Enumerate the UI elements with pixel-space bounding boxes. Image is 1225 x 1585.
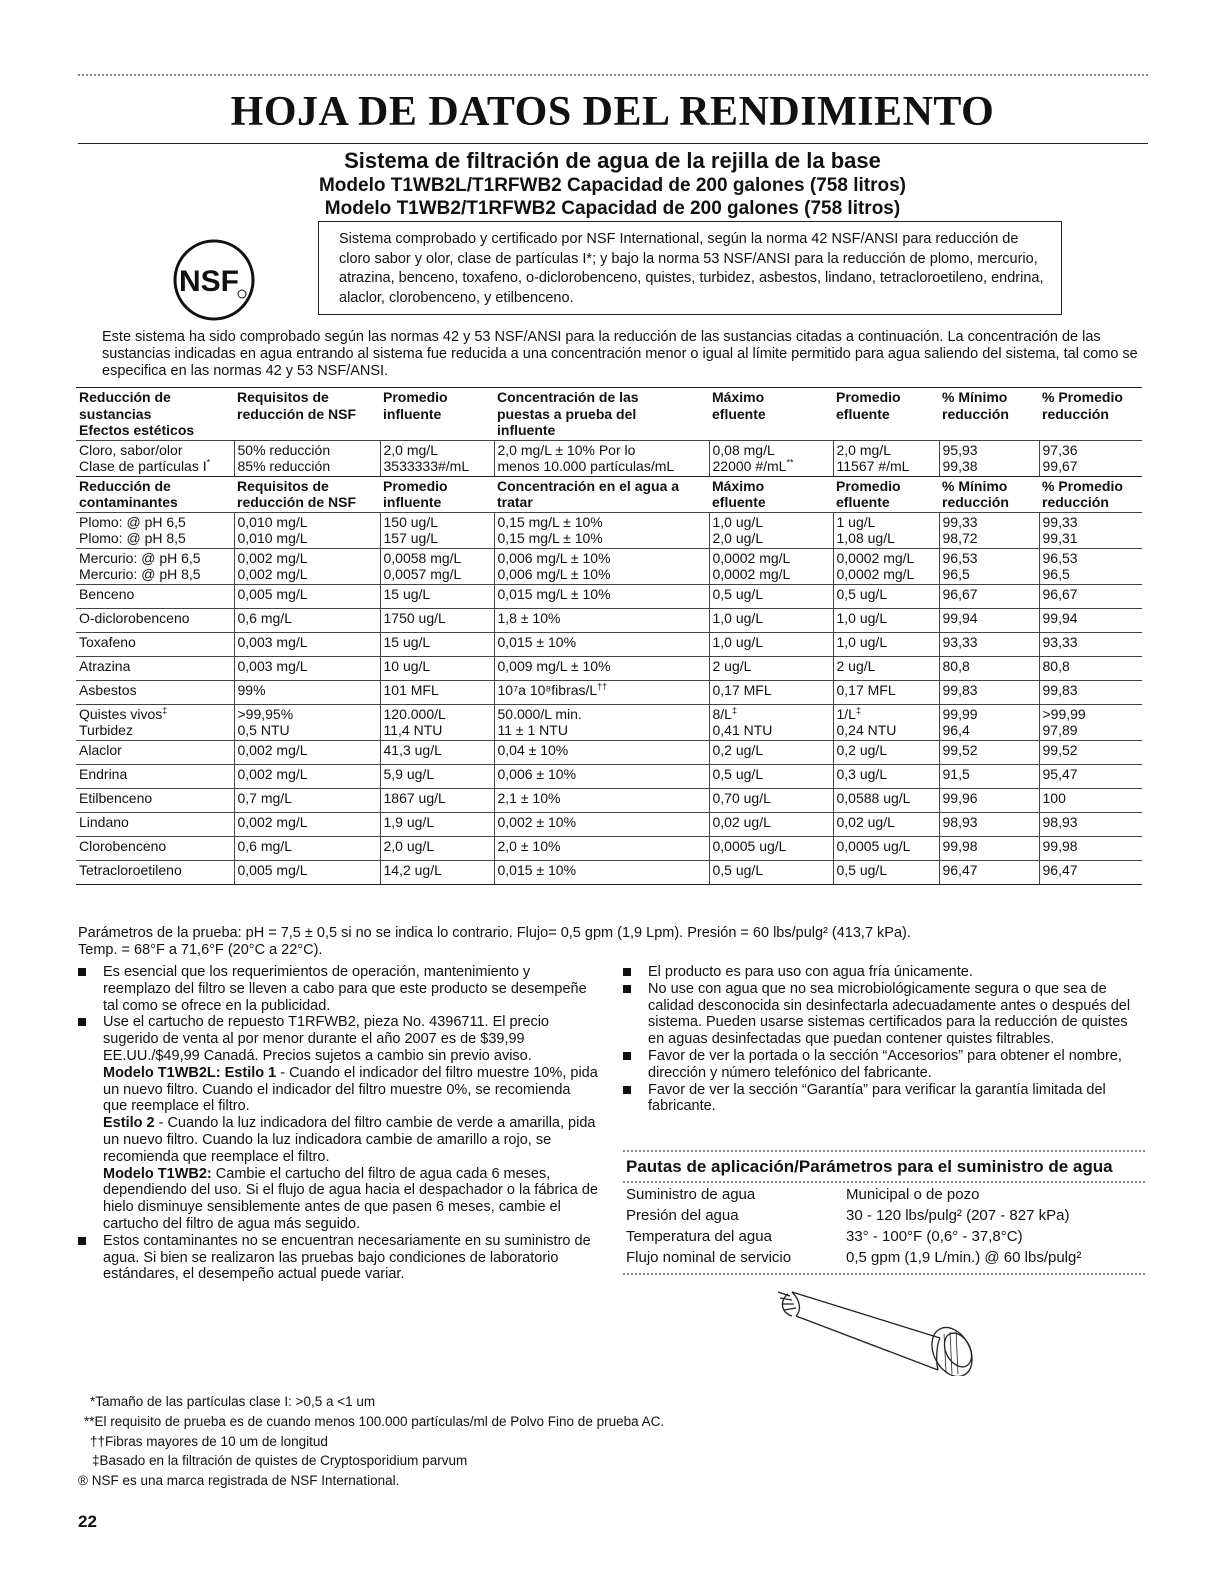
table-header-cell: Promedio efluente (836, 389, 901, 422)
table-cell: 99,99 96,4 (939, 704, 1039, 740)
supply-value: Municipal o de pozo (846, 1186, 980, 1203)
footnote: ††Fibras mayores de 10 um de longitud (90, 1433, 328, 1449)
table-cell: 96,53 96,5 (939, 548, 1039, 584)
table-header-cell: % Promedio reducción (1042, 477, 1123, 510)
left-bullet-list (78, 964, 598, 1283)
right-bullet-list (623, 964, 1145, 1115)
table-cell: 1,0 ug/L (709, 608, 833, 632)
table-cell: 0,04 ± 10% (494, 740, 709, 764)
table-cell: 120.000/L 11,4 NTU (380, 704, 494, 740)
table-cell: 0,015 mg/L ± 10% (494, 584, 709, 608)
table-cell: 93,33 (939, 632, 1039, 656)
table-cell: 0,17 MFL (709, 680, 833, 704)
bullet-paragraph: Es esencial que los requerimientos de operación, mantenimiento y reemplazo del filtro se lleven a cabo para que este producto se desempeñe tal como se ofrece en la publicidad. (103, 964, 587, 1014)
table-cell: 0,002 mg/L (234, 764, 380, 788)
test-parameter-line: Parámetros de la prueba: pH = 7,5 ± 0,5 si no se indica lo contrario. Flujo= 0,5 gpm (1,9 Lpm). Presión = 60 lbs/pulg² (413,7 kPa). (78, 925, 911, 941)
table-cell: 99,98 (939, 836, 1039, 860)
bullet-paragraph: Use el cartucho de repuesto T1RFWB2, pieza No. 4396711. El precio sugerido de venta al por menor durante el año 2007 es de $39,99 EE.UU./$49,99 Canadá. Precios sujetos a cambio sin previo aviso. (103, 1014, 549, 1064)
table-header-cell: Promedio efluente (836, 477, 901, 510)
bullet-item (623, 981, 1145, 1048)
table-row (76, 836, 1142, 860)
table-header-cell: Máximo efluente (712, 477, 766, 510)
table-cell: 0,2 ug/L (709, 740, 833, 764)
water-filter-cartridge-image (770, 1286, 990, 1376)
supply-table (626, 1184, 1146, 1268)
table-row (76, 764, 1142, 788)
table-cell: 0,002 mg/L (234, 812, 380, 836)
footnotes (78, 1392, 664, 1491)
table-header-cell: Reducción de sustancias Efectos estéticos (79, 389, 195, 438)
table-header-cell: Concentración en el agua a tratar (497, 477, 680, 510)
table-cell: Asbestos (76, 680, 234, 704)
supply-row (626, 1226, 1146, 1247)
certification-box: Sistema comprobado y certificado por NSF International, según la norma 42 NSF/ANSI para reducción de cloro sabor y olor, clase de partículas I*; y bajo la norma 53 NSF/ANSI para la reducción de plomo, mercurio, atrazina, benceno, toxafeno, o-diclorobenceno, quistes, turbidez, asbestos, lindano, tetracloroetileno, endrina, alaclor, clorobenceno, y etilbenceno. (318, 221, 1062, 315)
nsf-logo-text: NSF (179, 265, 239, 298)
supply-top-dotted-rule (623, 1150, 1145, 1152)
supply-row (626, 1247, 1146, 1268)
table-cell: 0,006 ± 10% (494, 764, 709, 788)
table-row (76, 608, 1142, 632)
footnote: *Tamaño de las partículas clase I: >0,5 a <1 um (90, 1394, 376, 1409)
table-cell: 0,0005 ug/L (833, 836, 939, 860)
table-cell: 1,8 ± 10% (494, 608, 709, 632)
bullet-item (623, 1048, 1145, 1082)
table-cell: Quistes vivos‡ Turbidez (76, 704, 234, 740)
table-cell: 2 ug/L (833, 656, 939, 680)
table-row (76, 740, 1142, 764)
table-cell: 100 (1039, 788, 1142, 812)
table-cell: Benceno (76, 584, 234, 608)
table-cell: Mercurio: @ pH 6,5 Mercurio: @ pH 8,5 (76, 548, 234, 584)
table-cell: O-diclorobenceno (76, 608, 234, 632)
table-cell: 0,08 mg/L 22000 #/mL** (709, 440, 833, 476)
bullet-paragraph: Favor de ver la sección “Garantía” para verificar la garantía limitada del fabricante. (648, 1081, 1106, 1115)
supply-value: 33° - 100°F (0,6° - 37,8°C) (846, 1228, 1023, 1245)
bullet-paragraph: No use con agua que no sea microbiológicamente segura o que sea de calidad desconocida sin desinfectarla adecuadamente antes o después del sistema. Pueden usarse sistemas certificados para la reducción de quistes en aguas desinfectadas que puedan contener quistes filtrables. (648, 980, 1131, 1048)
table-cell: 0,17 MFL (833, 680, 939, 704)
table-header-cell: % Mínimo reducción (942, 389, 1009, 422)
table-cell: 0,70 ug/L (709, 788, 833, 812)
supply-value: 30 - 120 lbs/pulg² (207 - 827 kPa) (846, 1207, 1070, 1224)
table-cell: 98,93 (939, 812, 1039, 836)
table-cell: 0,006 mg/L ± 10% 0,006 mg/L ± 10% (494, 548, 709, 584)
supply-value: 0,5 gpm (1,9 L/min.) @ 60 lbs/pulg² (846, 1249, 1082, 1266)
bullet-square-icon (78, 1018, 86, 1026)
table-cell: 0,15 mg/L ± 10% 0,15 mg/L ± 10% (494, 512, 709, 548)
bullet-paragraph: Favor de ver la portada o la sección “Accesorios” para obtener el nombre, dirección y número telefónico del fabricante. (648, 1047, 1122, 1081)
top-dotted-rule (78, 74, 1148, 76)
table-row (76, 860, 1142, 884)
table-cell: 0,010 mg/L 0,010 mg/L (234, 512, 380, 548)
bullet-paragraph: Modelo T1WB2: Cambie el cartucho del filtro de agua cada 6 meses, dependiendo del uso. Si el flujo de agua hacia el despachador o la fábrica de hielo disminuye sensiblemente antes de que pasen 6 meses, cambie el cartucho del filtro de agua más seguido. (103, 1165, 598, 1232)
table-cell: 95,47 (1039, 764, 1142, 788)
supply-row (626, 1184, 1146, 1205)
page-title: HOJA DE DATOS DEL RENDIMIENTO (230, 89, 995, 135)
table-cell: 0,0588 ug/L (833, 788, 939, 812)
test-parameter-line: Temp. = 68°F a 71,6°F (20°C a 22°C). (78, 942, 323, 958)
table-header-aesthetic (76, 388, 1142, 441)
footnote: ® NSF es una marca registrada de NSF International. (78, 1473, 400, 1489)
table-cell: 0,005 mg/L (234, 860, 380, 884)
footnote: **El requisito de prueba es de cuando menos 100.000 partículas/ml de Polvo Fino de prueba AC. (84, 1413, 665, 1429)
table-cell: 80,8 (939, 656, 1039, 680)
table-cell: 0,5 ug/L (709, 860, 833, 884)
bullet-square-icon (623, 985, 631, 993)
table-cell: 0,002 mg/L 0,002 mg/L (234, 548, 380, 584)
bullet-square-icon (623, 1052, 631, 1060)
table-row (76, 548, 1142, 584)
supply-label: Temperatura del agua (626, 1228, 772, 1245)
table-cell: 0,5 ug/L (709, 584, 833, 608)
table-cell: 80,8 (1039, 656, 1142, 680)
bullet-paragraph: El producto es para uso con agua fría únicamente. (648, 964, 973, 980)
table-cell: 15 ug/L (380, 632, 494, 656)
table-cell: 0,005 mg/L (234, 584, 380, 608)
table-cell: 2,0 mg/L 3533333#/mL (380, 440, 494, 476)
bullet-item (78, 1233, 598, 1283)
table-cell: 0,015 ± 10% (494, 632, 709, 656)
model-line-1: Modelo T1WB2L/T1RFWB2 Capacidad de 200 galones (758 litros) (318, 175, 906, 196)
table-cell: 1,0 ug/L (833, 608, 939, 632)
bullet-square-icon (78, 968, 86, 976)
table-header-cell: Máximo efluente (712, 389, 766, 422)
table-cell: 10 ug/L (380, 656, 494, 680)
table-header-cell: Concentración de las puestas a prueba del influente (497, 389, 639, 438)
table-cell: 1 ug/L 1,08 ug/L (833, 512, 939, 548)
table-row (76, 788, 1142, 812)
bullet-item (78, 1014, 598, 1232)
table-cell: 0,003 mg/L (234, 632, 380, 656)
table-cell: Etilbenceno (76, 788, 234, 812)
bullet-item (623, 1082, 1145, 1116)
supply-title-dotted-rule (623, 1181, 1145, 1183)
table-cell: 0,009 mg/L ± 10% (494, 656, 709, 680)
supply-guidelines-title: Pautas de aplicación/Parámetros para el suministro de agua (626, 1157, 1113, 1176)
table-cell: 1,9 ug/L (380, 812, 494, 836)
table-cell: 93,33 (1039, 632, 1142, 656)
table-cell: >99,95% 0,5 NTU (234, 704, 380, 740)
table-cell: 41,3 ug/L (380, 740, 494, 764)
table-cell: 98,93 (1039, 812, 1142, 836)
table-cell: Plomo: @ pH 6,5 Plomo: @ pH 8,5 (76, 512, 234, 548)
table-cell: 0,015 ± 10% (494, 860, 709, 884)
table-header-cell: Requisitos de reducción de NSF (237, 389, 357, 422)
table-cell: 101 MFL (380, 680, 494, 704)
table-cell: Endrina (76, 764, 234, 788)
table-cell: 99,83 (1039, 680, 1142, 704)
table-cell: 15 ug/L (380, 584, 494, 608)
test-parameters (78, 925, 1138, 959)
table-cell: 2,0 mg/L 11567 #/mL (833, 440, 939, 476)
table-cell: 0,002 ± 10% (494, 812, 709, 836)
table-header-cell: Promedio influente (383, 389, 448, 422)
table-cell: 0,6 mg/L (234, 836, 380, 860)
table-header-cell: Requisitos de reducción de NSF (237, 477, 357, 510)
performance-table (76, 387, 1142, 885)
table-cell: 2,0 ± 10% (494, 836, 709, 860)
table-cell: 1750 ug/L (380, 608, 494, 632)
bullet-item (623, 964, 1145, 981)
table-cell: 1867 ug/L (380, 788, 494, 812)
table-header-contaminants (76, 476, 1142, 512)
table-cell: 0,2 ug/L (833, 740, 939, 764)
bullet-square-icon (623, 1086, 631, 1094)
supply-label: Suministro de agua (626, 1186, 756, 1203)
table-cell: 14,2 ug/L (380, 860, 494, 884)
table-header-cell: Reducción de contaminantes (79, 477, 178, 510)
supply-label: Flujo nominal de servicio (626, 1249, 792, 1266)
table-cell: 95,93 99,38 (939, 440, 1039, 476)
table-cell: 99,94 (1039, 608, 1142, 632)
table-cell: Lindano (76, 812, 234, 836)
table-cell: 0,7 mg/L (234, 788, 380, 812)
table-cell: 96,67 (1039, 584, 1142, 608)
table-cell: 1,0 ug/L 2,0 ug/L (709, 512, 833, 548)
table-cell: 50.000/L min. 11 ± 1 NTU (494, 704, 709, 740)
table-cell: 97,36 99,67 (1039, 440, 1142, 476)
table-cell: Alaclor (76, 740, 234, 764)
table-header-cell: % Mínimo reducción (942, 477, 1009, 510)
table-cell: Clorobenceno (76, 836, 234, 860)
table-cell: 0,003 mg/L (234, 656, 380, 680)
table-cell: >99,99 97,89 (1039, 704, 1142, 740)
table-cell: 0,5 ug/L (709, 764, 833, 788)
table-row (76, 584, 1142, 608)
table-row (76, 680, 1142, 704)
table-row (76, 632, 1142, 656)
table-cell: Cloro, sabor/olor Clase de partículas I* (76, 440, 234, 476)
subtitle: Sistema de filtración de agua de la rejilla de la base (344, 148, 881, 173)
table-cell: 96,47 (1039, 860, 1142, 884)
table-cell: 0,0002 mg/L 0,0002 mg/L (833, 548, 939, 584)
table-cell: 99,33 99,31 (1039, 512, 1142, 548)
model-line-2: Modelo T1WB2/T1RFWB2 Capacidad de 200 galones (758 litros) (324, 198, 901, 219)
footnote: ‡Basado en la filtración de quistes de Cryptosporidium parvum (92, 1453, 468, 1469)
table-cell: 0,02 ug/L (709, 812, 833, 836)
table-row (76, 512, 1142, 548)
table-cell: 99,33 98,72 (939, 512, 1039, 548)
bullet-square-icon (78, 1237, 86, 1245)
table-cell: 99,94 (939, 608, 1039, 632)
title-rule (78, 143, 1148, 144)
supply-bottom-dotted-rule (623, 1273, 1145, 1275)
intro-paragraph: Este sistema ha sido comprobado según las normas 42 y 53 NSF/ANSI para la reducción de las sustancias citadas a continuación. La concentración de las sustancias indicadas en agua entrando al sistema fue reducida a una concentración menor o igual al límite permitido para agua saliendo del sistema, tal como se especifica en las normas 42 y 53 NSF/ANSI. (102, 329, 1138, 379)
table-cell: 0,6 mg/L (234, 608, 380, 632)
table-cell: 1,0 ug/L (833, 632, 939, 656)
bullet-paragraph: Estilo 2 - Cuando la luz indicadora del filtro cambie de verde a amarilla, pida un nuevo filtro. Cuando la luz indicadora cambie de amarillo a rojo, se recomienda que reemplace el filtro. (103, 1115, 596, 1165)
table-cell: Tetracloroetileno (76, 860, 234, 884)
table-row (76, 656, 1142, 680)
table-cell: 99,98 (1039, 836, 1142, 860)
table-cell: 0,5 ug/L (833, 584, 939, 608)
table-cell: 99,96 (939, 788, 1039, 812)
table-cell: 0,0005 ug/L (709, 836, 833, 860)
table-cell: 2,1 ± 10% (494, 788, 709, 812)
table-header-cell: % Promedio reducción (1042, 389, 1123, 422)
table-cell: 96,53 96,5 (1039, 548, 1142, 584)
table-cell: 0,3 ug/L (833, 764, 939, 788)
table-cell: Toxafeno (76, 632, 234, 656)
table-cell: 99,83 (939, 680, 1039, 704)
table-cell: 2,0 mg/L ± 10% Por lo menos 10.000 partículas/mL (494, 440, 709, 476)
nsf-logo-icon (172, 238, 256, 322)
page-number: 22 (78, 1512, 97, 1531)
table-cell: 0,02 ug/L (833, 812, 939, 836)
table-cell: 96,67 (939, 584, 1039, 608)
table-cell: 1,0 ug/L (709, 632, 833, 656)
supply-label: Presión del agua (626, 1207, 739, 1224)
supply-row (626, 1205, 1146, 1226)
table-cell: 0,5 ug/L (833, 860, 939, 884)
table-cell: 5,9 ug/L (380, 764, 494, 788)
bullet-paragraph: Estos contaminantes no se encuentran necesariamente en su suministro de agua. Si bien se realizaron las pruebas bajo condiciones de laboratorio estándares, el desempeño actual puede variar. (103, 1232, 591, 1283)
table-cell: 99,52 (1039, 740, 1142, 764)
table-cell: 0,002 mg/L (234, 740, 380, 764)
table-cell: 2 ug/L (709, 656, 833, 680)
bullet-paragraph: Modelo T1WB2L: Estilo 1 - Cuando el indicador del filtro muestre 10%, pida un nuevo filtro. Cuando el indicador del filtro muestre 0%, se recomienda que reemplace el filtro. (103, 1064, 598, 1115)
table-cell: 1/L‡ 0,24 NTU (833, 704, 939, 740)
table-row (76, 812, 1142, 836)
bullet-square-icon (623, 968, 631, 976)
table-cell: 10⁷a 10⁸fibras/L†† (494, 680, 709, 704)
table-cell: 96,47 (939, 860, 1039, 884)
table-cell: 91,5 (939, 764, 1039, 788)
table-row (76, 440, 1142, 476)
table-header-cell: Promedio influente (383, 477, 448, 510)
table-row (76, 704, 1142, 740)
table-cell: 99,52 (939, 740, 1039, 764)
table-cell: 150 ug/L 157 ug/L (380, 512, 494, 548)
table-cell: 50% reducción 85% reducción (234, 440, 380, 476)
table-cell: Atrazina (76, 656, 234, 680)
table-cell: 2,0 ug/L (380, 836, 494, 860)
table-cell: 8/L‡ 0,41 NTU (709, 704, 833, 740)
bullet-item (78, 964, 598, 1014)
table-cell: 0,0002 mg/L 0,0002 mg/L (709, 548, 833, 584)
table-cell: 99% (234, 680, 380, 704)
table-cell: 0,0058 mg/L 0,0057 mg/L (380, 548, 494, 584)
